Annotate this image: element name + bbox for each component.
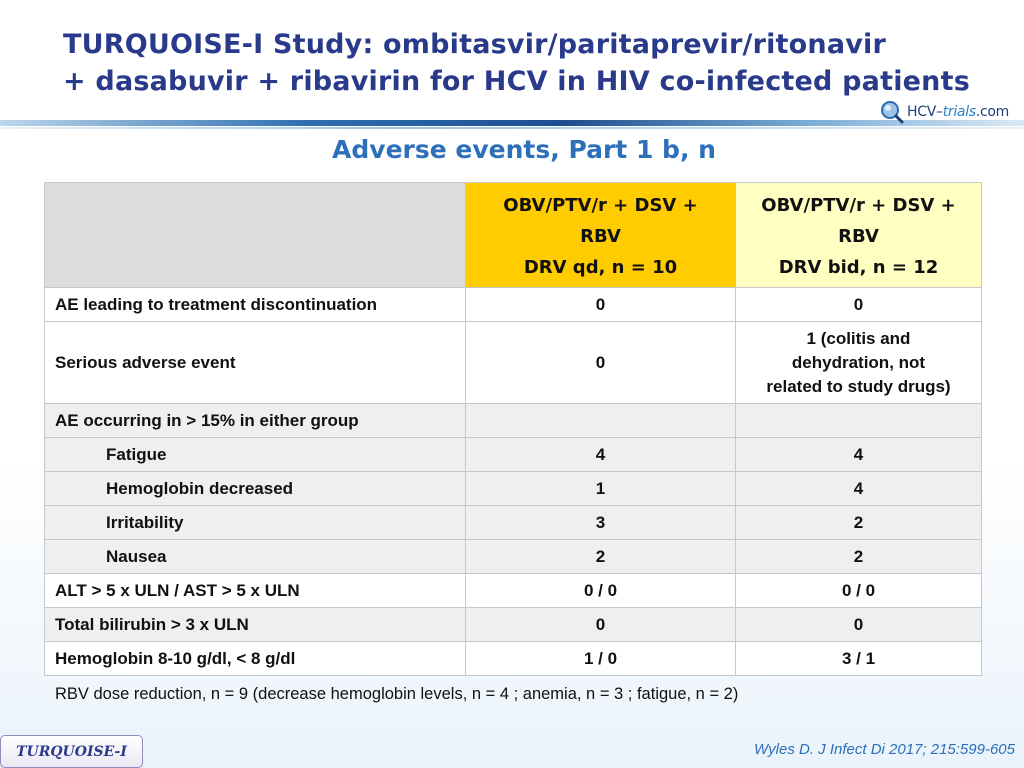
table-row-serious-ae <box>45 322 982 404</box>
row-label: Fatigue <box>45 438 466 472</box>
value-drv-qd: 0 <box>466 608 736 642</box>
value-drv-qd <box>466 404 736 438</box>
header-drv-qd-line-1: OBV/PTV/r + DSV + <box>503 195 698 216</box>
value-drv-qd: 2 <box>466 540 736 574</box>
magnifier-logo-icon <box>880 100 904 124</box>
value-drv-bid: 4 <box>736 472 982 506</box>
study-tag-button[interactable]: TURQUOISE-I <box>0 735 143 768</box>
row-label: Irritability <box>45 506 466 540</box>
header-drv-bid-line-1: OBV/PTV/r + DSV + <box>761 195 956 216</box>
header-drv-bid <box>736 183 982 288</box>
logo-text-middle: trials <box>942 104 976 120</box>
table-row-hemoglobin-decreased <box>45 472 982 506</box>
page-title <box>63 26 1013 100</box>
hcv-trials-logo <box>880 99 1020 125</box>
value-drv-qd: 0 <box>466 288 736 322</box>
value-drv-bid <box>736 404 982 438</box>
logo-text <box>907 104 1009 120</box>
row-label: Hemoglobin 8-10 g/dl, < 8 g/dl <box>45 642 466 676</box>
logo-text-suffix: .com <box>975 104 1009 120</box>
header-drv-qd-line-2: RBV <box>580 226 621 247</box>
table-row-total-bilirubin <box>45 608 982 642</box>
logo-text-dash: – <box>935 104 943 120</box>
row-label: Hemoglobin decreased <box>45 472 466 506</box>
citation-reference: Wyles D. J Infect Di 2017; 215:599-605 <box>754 741 1015 758</box>
header-rule-secondary <box>0 127 1024 129</box>
row-label: Total bilirubin > 3 x ULN <box>45 608 466 642</box>
table-row-hemoglobin-levels <box>45 642 982 676</box>
value-drv-bid: 0 / 0 <box>736 574 982 608</box>
value-drv-bid: 3 / 1 <box>736 642 982 676</box>
row-label: Serious adverse event <box>45 322 466 404</box>
row-label: AE leading to treatment discontinuation <box>45 288 466 322</box>
logo-text-prefix: HCV <box>907 104 936 120</box>
title-line-2: + dasabuvir + ribavirin for HCV in HIV co-infected patients <box>63 66 970 97</box>
value-drv-bid: 2 <box>736 540 982 574</box>
value-drv-bid-line-3: related to study drugs) <box>766 376 951 396</box>
value-drv-qd: 0 <box>466 322 736 404</box>
value-drv-bid: 0 <box>736 608 982 642</box>
header-drv-bid-line-2: RBV <box>838 226 879 247</box>
value-drv-bid: 2 <box>736 506 982 540</box>
value-drv-bid: 4 <box>736 438 982 472</box>
value-drv-qd: 1 / 0 <box>466 642 736 676</box>
value-drv-bid <box>736 322 982 404</box>
header-blank-cell <box>45 183 466 288</box>
section-subtitle: Adverse events, Part 1 b, n <box>332 135 716 164</box>
title-line-1: TURQUOISE-I Study: ombitasvir/paritaprevir/ritonavir <box>63 29 887 60</box>
row-label: ALT > 5 x ULN / AST > 5 x ULN <box>45 574 466 608</box>
value-drv-qd: 0 / 0 <box>466 574 736 608</box>
table-row-ae-over-15 <box>45 404 982 438</box>
table-header-row <box>45 183 982 288</box>
value-drv-qd: 4 <box>466 438 736 472</box>
row-label: AE occurring in > 15% in either group <box>45 404 466 438</box>
table-row-fatigue <box>45 438 982 472</box>
rbv-dose-footnote: RBV dose reduction, n = 9 (decrease hemoglobin levels, n = 4 ; anemia, n = 3 ; fatigue, n = 2) <box>55 685 739 703</box>
value-drv-bid-line-1: 1 (colitis and <box>806 328 911 348</box>
header-rule <box>0 120 1024 126</box>
value-drv-qd: 3 <box>466 506 736 540</box>
table-row-alt-ast <box>45 574 982 608</box>
header-drv-qd-line-3: DRV qd, n = 10 <box>523 257 678 278</box>
adverse-events-table <box>44 182 982 676</box>
value-drv-bid: 0 <box>736 288 982 322</box>
table-row-irritability <box>45 506 982 540</box>
value-drv-qd: 1 <box>466 472 736 506</box>
table-row-nausea <box>45 540 982 574</box>
row-label: Nausea <box>45 540 466 574</box>
header-drv-bid-line-3: DRV bid, n = 12 <box>778 257 939 278</box>
header-drv-qd <box>466 183 736 288</box>
table-row-discontinuation <box>45 288 982 322</box>
value-drv-bid-line-2: dehydration, not <box>791 352 926 372</box>
